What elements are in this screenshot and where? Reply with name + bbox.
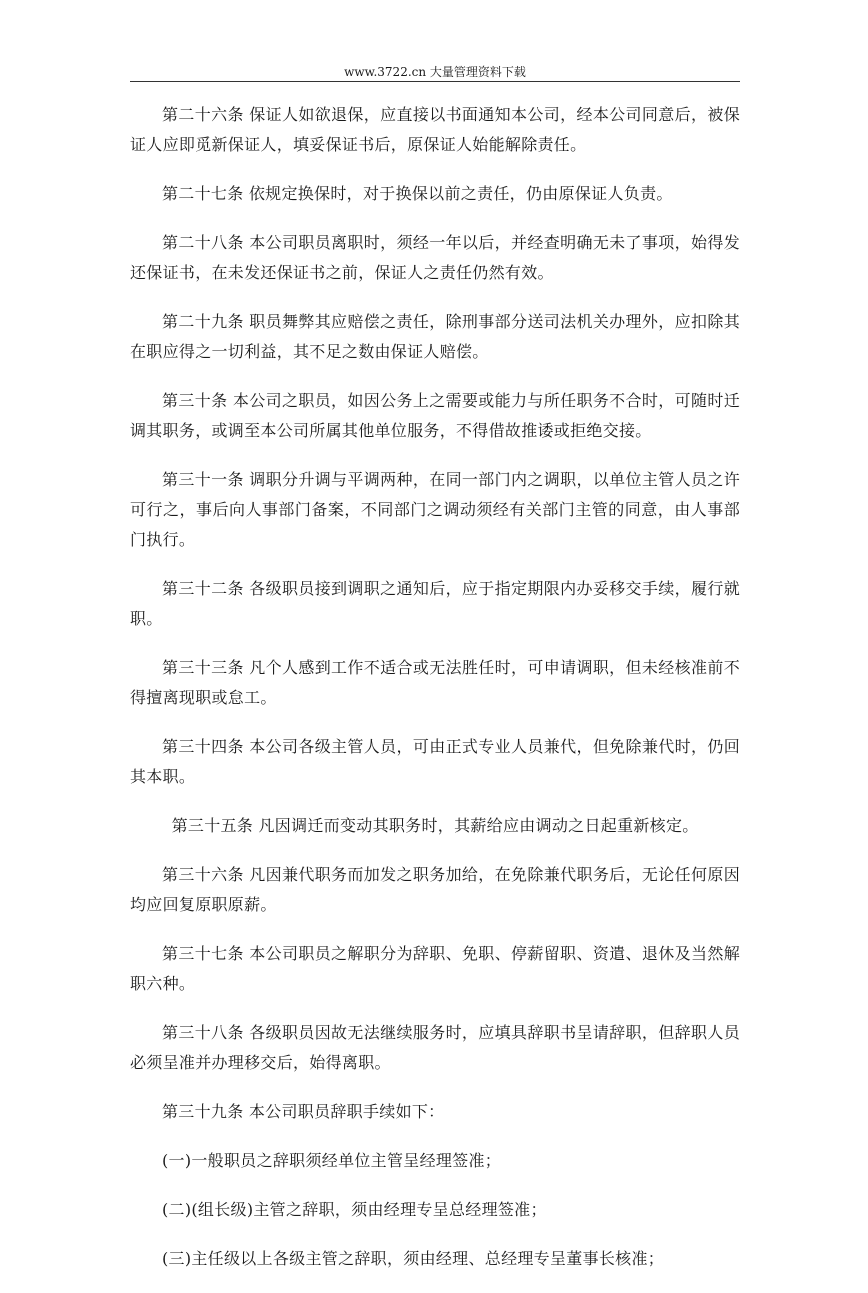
article-38: 第三十八条 各级职员因故无法继续服务时，应填具辞职书呈请辞职，但辞职人员必须呈准并办理移交后，始得离职。 [130, 1023, 740, 1072]
article-32: 第三十二条 各级职员接到调职之通知后，应于指定期限内办妥移交手续，履行就职。 [130, 579, 740, 628]
document-body [130, 100, 740, 1293]
article-30: 第三十条 本公司之职员，如因公务上之需要或能力与所任职务不合时，可随时迁调其职务，或调至本公司所属其他单位服务，不得借故推诿或拒绝交接。 [130, 391, 740, 440]
article-39: 第三十九条 本公司职员辞职手续如下： [162, 1102, 445, 1121]
header-divider [130, 81, 740, 82]
article-28: 第二十八条 本公司职员离职时，须经一年以后，并经查明确无未了事项，始得发还保证书，在未发还保证书之前，保证人之责任仍然有效。 [130, 233, 740, 282]
article-31: 第三十一条 调职分升调与平调两种，在同一部门内之调职，以单位主管人员之许可行之，事后向人事部门备案，不同部门之调动须经有关部门主管的同意，由人事部门执行。 [130, 470, 740, 549]
article-36: 第三十六条 凡因兼代职务而加发之职务加给，在免除兼代职务后，无论任何原因均应回复原职原薪。 [130, 865, 740, 914]
article-29: 第二十九条 职员舞弊其应赔偿之责任，除刑事部分送司法机关办理外，应扣除其在职应得之一切利益，其不足之数由保证人赔偿。 [130, 312, 740, 361]
article-26: 第二十六条 保证人如欲退保，应直接以书面通知本公司，经本公司同意后，被保证人应即觅新保证人，填妥保证书后，原保证人始能解除责任。 [130, 105, 740, 154]
article-27: 第二十七条 依规定换保时，对于换保以前之责任，仍由原保证人负责。 [162, 184, 673, 203]
article-34: 第三十四条 本公司各级主管人员，可由正式专业人员兼代，但免除兼代时，仍回其本职。 [130, 737, 740, 786]
article-39-item-1: (一)一般职员之辞职须经单位主管呈经理签准； [162, 1151, 502, 1170]
article-39-item-2: (二)(组长级)主管之辞职，须由经理专呈总经理签准； [162, 1200, 547, 1219]
page-header: www.3722.cn 大量管理资料下载 [344, 65, 526, 79]
article-33: 第三十三条 凡个人感到工作不适合或无法胜任时，可申请调职，但未经核准前不得擅离现职或怠工。 [130, 658, 740, 707]
article-35: 第三十五条 凡因调迁而变动其职务时，其薪给应由调动之日起重新核定。 [171, 816, 699, 835]
article-37: 第三十七条 本公司职员之解职分为辞职、免职、停薪留职、资遣、退休及当然解职六种。 [130, 944, 740, 993]
article-39-item-3: (三)主任级以上各级主管之辞职，须由经理、总经理专呈董事长核准； [162, 1249, 665, 1268]
